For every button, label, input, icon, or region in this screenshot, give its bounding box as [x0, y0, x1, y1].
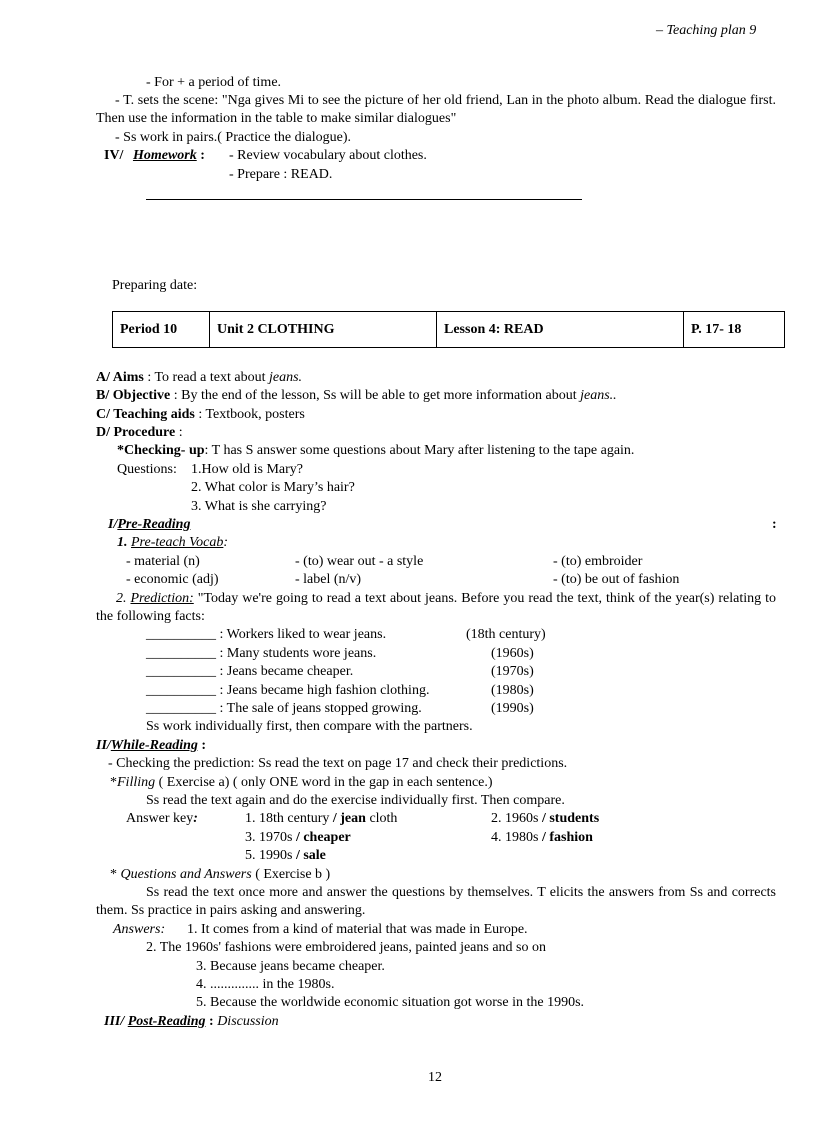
- answer-key-item: 1. 18th century / jean cloth: [245, 811, 398, 826]
- fact-row: [146, 700, 422, 718]
- questions-label: Questions:: [117, 462, 177, 477]
- post-reading-label: Post-Reading: [127, 1014, 206, 1029]
- period-cell: Period 10: [113, 312, 210, 348]
- checking-text: : T has S answer some questions about Mary after listening to the tape again.: [204, 443, 635, 458]
- aims-label: A/ Aims: [96, 370, 144, 385]
- fact-blank: __________: [146, 701, 216, 716]
- while-reading-number: II/: [96, 738, 111, 753]
- filling-line: [110, 774, 493, 792]
- pairs-line: - Ss work in pairs.( Practice the dialogue).: [115, 130, 351, 145]
- fact-blank: __________: [146, 664, 216, 679]
- checking-prediction-line: - Checking the prediction: Ss read the text on page 17 and check their predictions.: [108, 756, 568, 771]
- vocab-label: Pre-teach Vocab: [131, 535, 224, 550]
- homework-item-review: - Review vocabulary about clothes.: [229, 148, 427, 163]
- pre-reading-label: Pre-Reading: [117, 517, 191, 532]
- prediction-text: "Today we're going to read a text about jeans. Before you read the text, think of the year(s) relating to the following facts:: [96, 591, 776, 624]
- homework-item-prepare: - Prepare : READ.: [229, 167, 333, 182]
- homework-label: Homework: [132, 148, 197, 163]
- post-reading-heading: [104, 1013, 279, 1031]
- procedure-line: [96, 424, 183, 442]
- homework-line: [104, 147, 205, 165]
- answer-item: 2. The 1960s' fashions were embroidered jeans, painted jeans and so on: [146, 940, 546, 955]
- qa-text: ( Exercise b ): [251, 867, 331, 882]
- objective-text: : By the end of the lesson, Ss will be able to get more information about: [170, 388, 581, 403]
- question-1: 1.How old is Mary?: [191, 462, 303, 477]
- unit-cell: Unit 2 CLOTHING: [210, 312, 437, 348]
- answer-key-item: 3. 1970s / cheaper: [245, 830, 351, 845]
- filling-text: ( Exercise a) ( only ONE word in the gap in each sentence.): [155, 775, 493, 790]
- homework-number: IV/: [104, 148, 124, 163]
- scene-paragraph: - T. sets the scene: "Nga gives Mi to see the picture of her old friend, Lan in the photo album. Read the dialogue first. Then use the information in the table to make similar dialogues": [96, 93, 776, 126]
- fact-blank: __________: [146, 646, 216, 661]
- fact-blank: __________: [146, 683, 216, 698]
- filling-star: *: [110, 775, 117, 790]
- pre-reading-number: I/: [108, 517, 118, 532]
- post-reading-activity: Discussion: [217, 1014, 279, 1029]
- aids-text: : Textbook, posters: [194, 407, 305, 422]
- aims-text: : To read a text about: [143, 370, 269, 385]
- vocab-item: - (to) be out of fashion: [553, 572, 680, 587]
- fact-row: [146, 626, 386, 644]
- fact-row: [146, 645, 376, 663]
- fact-text: : Workers liked to wear jeans.: [219, 627, 387, 642]
- answer-item: 4. .............. in the 1980s.: [196, 977, 335, 992]
- objective-italic: jeans..: [580, 388, 617, 403]
- pre-reading-heading: [108, 516, 190, 534]
- checking-label: *Checking- up: [117, 443, 205, 458]
- answer-key-item: 2. 1960s / students: [491, 811, 600, 826]
- fact-row: [146, 663, 353, 681]
- for-period-line: - For + a period of time.: [146, 75, 282, 90]
- fact-blank: __________: [146, 627, 216, 642]
- answer-key-item: 4. 1980s / fashion: [491, 830, 593, 845]
- individual-work-line: Ss work individually first, then compare with the partners.: [146, 719, 473, 734]
- question-3: 3. What is she carrying?: [191, 499, 327, 514]
- while-reading-label: While-Reading: [110, 738, 198, 753]
- lesson-cell: Lesson 4: READ: [437, 312, 684, 348]
- objective-label: B/ Objective: [96, 388, 171, 403]
- fact-text: : Many students wore jeans.: [219, 646, 377, 661]
- answer-item: 3. Because jeans became cheaper.: [196, 959, 385, 974]
- aims-line: [96, 369, 302, 387]
- pages-cell: P. 17- 18: [684, 312, 785, 348]
- answer-item: 5. Because the worldwide economic situation got worse in the 1990s.: [196, 995, 585, 1010]
- vocab-item: - economic (adj): [126, 572, 219, 587]
- aids-line: [96, 406, 305, 424]
- filling-instructions: Ss read the text again and do the exercise individually first. Then compare.: [146, 793, 565, 808]
- fact-text: : Jeans became high fashion clothing.: [219, 683, 430, 698]
- post-reading-number: III/: [104, 1014, 125, 1029]
- preparing-date: Preparing date:: [112, 278, 198, 293]
- qa-label: Questions and Answers: [120, 867, 252, 882]
- homework-colon: :: [196, 148, 205, 163]
- prediction-label: Prediction:: [130, 591, 194, 606]
- running-header: – Teaching plan 9: [656, 23, 757, 38]
- vocab-item: - (to) embroider: [553, 554, 643, 569]
- while-reading-heading: [96, 737, 206, 755]
- vocab-heading: [117, 534, 228, 552]
- while-reading-colon: :: [197, 738, 207, 753]
- procedure-label: D/ Procedure: [96, 425, 176, 440]
- answer-key-label: Answer key:: [126, 811, 198, 826]
- fact-year: (1960s): [491, 646, 534, 661]
- vocab-colon: :: [223, 535, 229, 550]
- fact-text: : Jeans became cheaper.: [219, 664, 354, 679]
- qa-line: [110, 866, 330, 884]
- fact-year: (1990s): [491, 701, 534, 716]
- vocab-item: - material (n): [126, 554, 200, 569]
- section-divider: [146, 199, 582, 200]
- post-reading-colon: :: [205, 1014, 218, 1029]
- prediction-number: 2.: [116, 591, 127, 606]
- vocab-number: 1.: [117, 535, 128, 550]
- aids-label: C/ Teaching aids: [96, 407, 195, 422]
- procedure-text: :: [175, 425, 183, 440]
- fact-text: : The sale of jeans stopped growing.: [219, 701, 422, 716]
- fact-year: (1970s): [491, 664, 534, 679]
- qa-instructions: Ss read the text once more and answer the questions by themselves. T elicits the answers from Ss and corrects them. Ss practice in pairs asking and answering.: [96, 885, 776, 918]
- answer-key-item: 5. 1990s / sale: [245, 848, 326, 863]
- filling-label: Filling: [117, 775, 156, 790]
- aims-italic: jeans.: [268, 370, 303, 385]
- vocab-item: - label (n/v): [295, 572, 362, 587]
- question-2: 2. What color is Mary’s hair?: [191, 480, 355, 495]
- period-table: [112, 311, 785, 348]
- checking-line: [117, 442, 634, 460]
- answers-label: Answers:: [113, 922, 166, 937]
- objective-line: [96, 387, 617, 405]
- pre-reading-right-colon: :: [772, 517, 777, 532]
- vocab-item: - (to) wear out - a style: [295, 554, 424, 569]
- fact-year: (18th century): [466, 627, 546, 642]
- prediction-paragraph: [96, 590, 776, 626]
- fact-row: [146, 682, 429, 700]
- page-number: 12: [428, 1070, 442, 1085]
- qa-star: *: [110, 867, 121, 882]
- answer-item: 1. It comes from a kind of material that was made in Europe.: [187, 922, 528, 937]
- fact-year: (1980s): [491, 683, 534, 698]
